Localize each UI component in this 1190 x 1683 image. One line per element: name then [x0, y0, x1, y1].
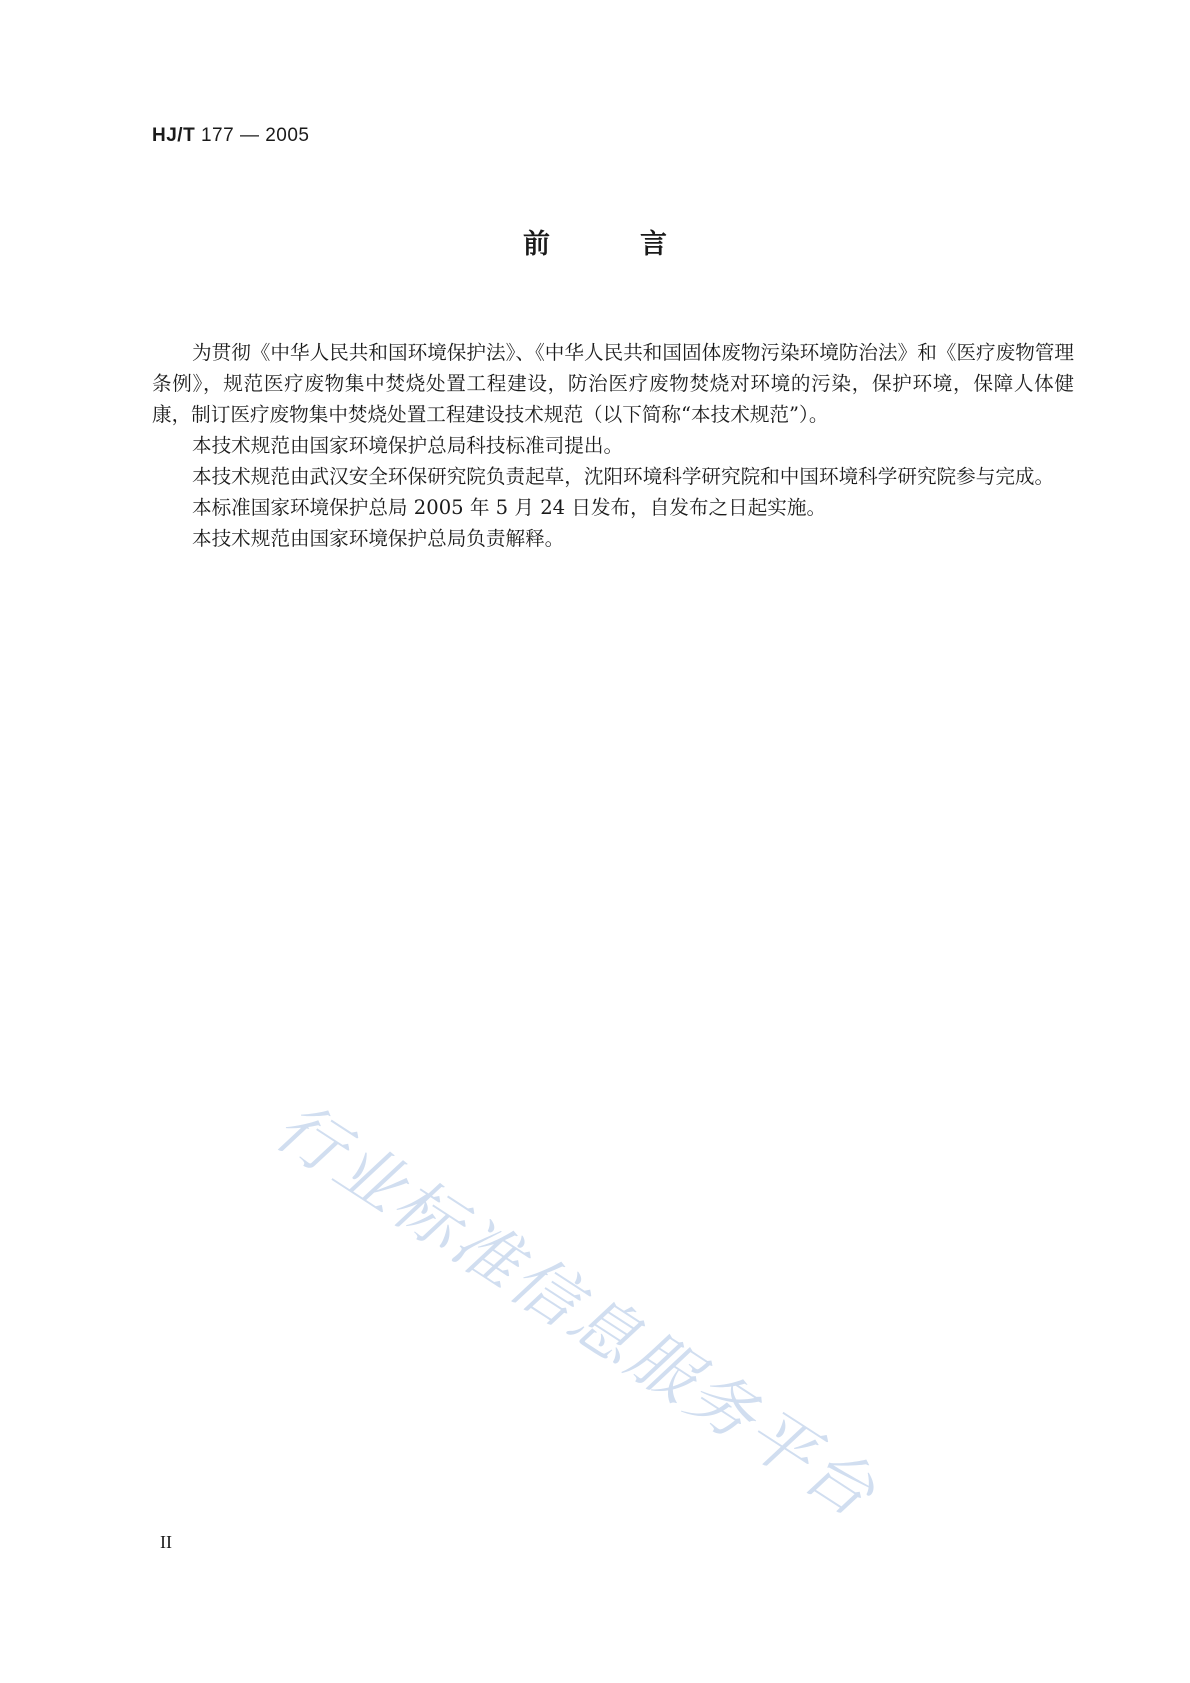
watermark: 行业标准信息服务平台: [261, 1087, 891, 1534]
paragraph-interpretation: 本技术规范由国家环境保护总局负责解释。: [192, 527, 565, 550]
paragraph-proposer: 本技术规范由国家环境保护总局科技标准司提出。: [192, 434, 624, 457]
standard-code-number: 177 — 2005: [200, 125, 310, 146]
page-title: 前言: [523, 229, 757, 260]
paragraph-release: 本标准国家环境保护总局 2005 年 5 月 24 日发布，自发布之日起实施。: [192, 496, 827, 519]
standard-code: [152, 125, 310, 147]
paragraph-drafter: 本技术规范由武汉安全环保研究院负责起草，沈阳环境科学研究院和中国环境科学研究院参与完成。: [192, 465, 1055, 488]
page-number: II: [160, 1532, 172, 1552]
standard-code-prefix: HJ/T: [152, 125, 196, 146]
foreword-body: [152, 337, 1074, 554]
paragraph-purpose: 为贯彻《中华人民共和国环境保护法》、《中华人民共和国固体废物污染环境防治法》和《医疗废物管理条例》，规范医疗废物集中焚烧处置工程建设，防治医疗废物焚烧对环境的污染，保护环境，保障人体健康，制订医疗废物集中焚烧处置工程建设技术规范（以下简称“本技术规范”）。: [152, 341, 1074, 426]
